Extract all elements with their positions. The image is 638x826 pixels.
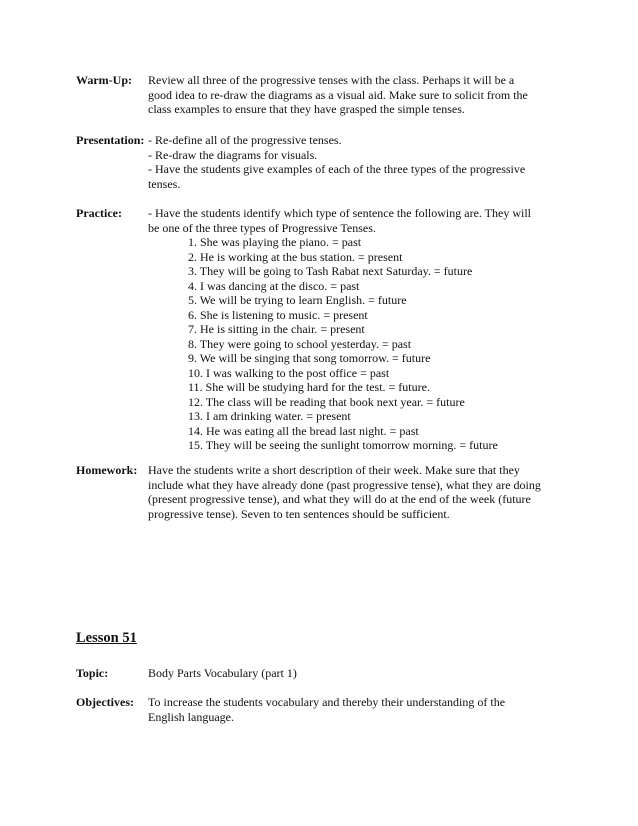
homework-text [148,463,558,521]
practice-item: 10. I was walking to the post office = past [188,365,390,380]
practice-item: 12. The class will be reading that book next year. = future [188,394,465,409]
warmup-line: class examples to ensure that they have grasped the simple tenses. [148,102,465,116]
practice-item: 2. He is working at the bus station. = present [188,249,403,264]
practice-item: 8. They were going to school yesterday. = past [188,336,412,351]
practice-intro-line: be one of the three types of Progressive Tenses. [148,220,376,235]
practice-item: 15. They will be seeing the sunlight tomorrow morning. = future [188,438,498,452]
practice-item: 13. I am drinking water. = present [188,409,351,423]
topic-line: Body Parts Vocabulary (part 1) [148,666,297,680]
homework-line: include what they have already done (past progressive tense), what they are doing [148,477,541,492]
practice-text [148,206,558,453]
homework-line: Have the students write a short description of their week. Make sure that they [148,463,520,477]
practice-item: 14. He was eating all the bread last night. = past [188,423,419,438]
warmup-line: Review all three of the progressive tenses with the class. Perhaps it will be a [148,73,515,87]
practice-item: 4. I was dancing at the disco. = past [188,278,360,293]
practice-item: 7. He is sitting in the chair. = present [188,322,365,336]
homework-label: Homework: [76,463,138,477]
presentation-line: - Re-define all of the progressive tenses. [148,133,342,147]
homework-line: progressive tense). Seven to ten sentences should be sufficient. [148,506,450,521]
practice-item: 1. She was playing the piano. = past [188,235,362,249]
practice-item: 11. She will be studying hard for the test. = future. [188,380,430,394]
presentation-line: tenses. [148,176,181,191]
topic-label: Topic: [76,666,109,680]
presentation-line: - Re-draw the diagrams for visuals. [148,147,318,162]
objectives-text [148,695,558,724]
practice-intro-line: - Have the students identify which type of sentence the following are. They will [148,206,532,220]
homework-line: (present progressive tense), and what they will do at the end of the week (future [148,492,531,506]
practice-item: 3. They will be going to Tash Rabat next Saturday. = future [188,264,473,278]
topic-text [148,666,558,681]
presentation-label: Presentation: [76,133,145,147]
practice-item: 9. We will be singing that song tomorrow. = future [188,351,431,365]
practice-label: Practice: [76,206,122,220]
presentation-text [148,133,558,191]
objectives-label: Objectives: [76,695,134,709]
warmup-text [148,73,558,117]
objectives-line: English language. [148,709,234,724]
lesson-title: Lesson 51 [76,630,137,646]
warmup-label: Warm-Up: [76,73,132,87]
practice-item: 6. She is listening to music. = present [188,307,368,322]
objectives-line: To increase the students vocabulary and thereby their understanding of the [148,695,506,709]
practice-item: 5. We will be trying to learn English. = future [188,293,407,307]
presentation-line: - Have the students give examples of each of the three types of the progressive [148,162,526,176]
warmup-line: good idea to re-draw the diagrams as a visual aid. Make sure to solicit from the [148,87,528,102]
